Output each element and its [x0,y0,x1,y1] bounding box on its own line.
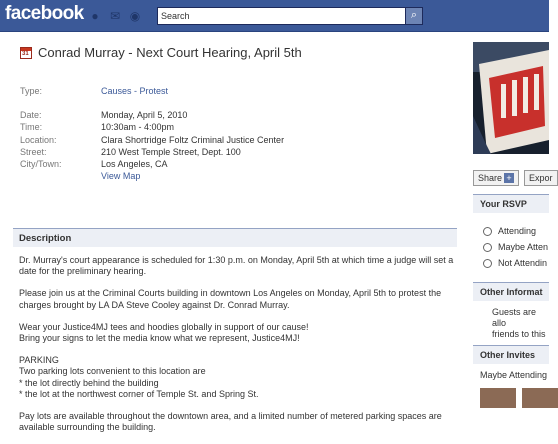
event-photo-image [473,42,549,154]
detail-row-type [20,85,284,97]
rsvp-maybe[interactable] [483,239,548,255]
radio-button[interactable] [483,243,492,252]
messages-icon[interactable]: ✉ [109,9,121,23]
detail-row-date [20,109,284,121]
search-button[interactable] [405,7,423,25]
event-photo[interactable] [473,42,549,154]
view-map-link[interactable]: View Map [101,171,141,182]
description-paragraph: PARKING Two parking lots convenient to this location are * the lot directly behind the building * the lot at the northwest corner of Temple St. and Spring St. [19,355,259,399]
radio-button[interactable] [483,259,492,268]
rsvp-not-attending[interactable] [483,255,548,271]
description-paragraph: Wear your Justice4MJ tees and hoodies globally in support of our cause! Bring your signs to let the media know what we represent, Justice4MJ! [19,321,309,344]
page-title: Conrad Murray - Next Court Hearing, April 5th [38,45,302,60]
facebook-logo[interactable]: facebook [5,3,84,24]
rsvp-option-label: Not Attendin [498,258,548,268]
avatar[interactable] [480,388,516,408]
detail-row-time [20,121,284,133]
detail-row-location [20,134,284,146]
detail-row-map [20,170,284,182]
event-type-link[interactable]: Causes - Protest [101,86,169,96]
other-info-header [473,282,549,301]
rsvp-header [473,194,549,213]
description-header [13,228,457,247]
rsvp-option-label: Attending [498,226,537,236]
export-label: Expor [529,173,553,183]
description-paragraph: Pay lots are available throughout the downtown area, and a limited number of metered parking spaces are available surrounding the building. [19,411,442,433]
rsvp-options [483,223,548,271]
rsvp-heading: Your RSVP [480,199,527,209]
export-button[interactable] [524,170,558,186]
search-box [157,7,407,25]
other-info-heading: Other Informat [480,287,543,297]
description-paragraph: Dr. Murray's court appearance is scheduled for 1:30 p.m. on Monday, April 5th at which time a judge will set a date for the preliminary hearing. [19,255,454,277]
event-title-row [20,45,302,60]
other-invites-heading: Other Invites [480,350,536,360]
guests-text: Guests are allo friends to this [492,307,546,339]
calendar-day: 31 [22,50,29,57]
detail-row-city [20,158,284,170]
main-content [0,32,470,433]
notifications-icon[interactable]: ◉ [129,9,141,23]
share-label: Share [478,173,503,183]
search-icon: ⌕ [410,9,418,21]
action-buttons [473,170,558,186]
avatar[interactable] [522,388,558,408]
friends-icon[interactable]: ● [91,9,99,23]
detail-value: Clara Shortridge Foltz Criminal Justice Center [101,134,285,145]
detail-label: Type: [20,86,43,96]
detail-value: 10:30am - 4:00pm [101,122,175,133]
detail-label [20,170,101,182]
description-paragraph: Please join us at the Criminal Courts building in downtown Los Angeles on Monday, April 5th to protest the charges brought by LA DA Steve Cooley against Dr. Conrad Murray. [19,288,442,310]
top-bar [0,0,549,32]
detail-label: City/Town: [20,159,62,170]
rsvp-option-label: Maybe Atten [498,242,549,252]
description-heading: Description [19,233,72,244]
right-sidebar [473,32,553,403]
detail-value: Los Angeles, CA [101,159,168,170]
detail-label: Date: [20,110,42,121]
detail-value: Monday, April 5, 2010 [101,110,188,121]
calendar-icon [20,47,32,59]
detail-row-street [20,146,284,158]
other-invites-header [473,345,549,364]
top-icons [88,9,142,23]
detail-label: Time: [20,122,43,133]
attendee-avatars [480,388,558,408]
event-details [20,85,284,182]
detail-value: 210 West Temple Street, Dept. 100 [101,146,241,157]
maybe-attending-label: Maybe Attending [480,370,548,380]
detail-label: Street: [20,146,47,157]
search-input[interactable] [158,8,406,24]
share-button[interactable] [473,170,519,186]
radio-button[interactable] [483,227,492,236]
description-body [19,255,459,444]
rsvp-attending[interactable] [483,223,548,239]
plus-icon: + [504,173,514,183]
detail-label: Location: [20,134,57,145]
